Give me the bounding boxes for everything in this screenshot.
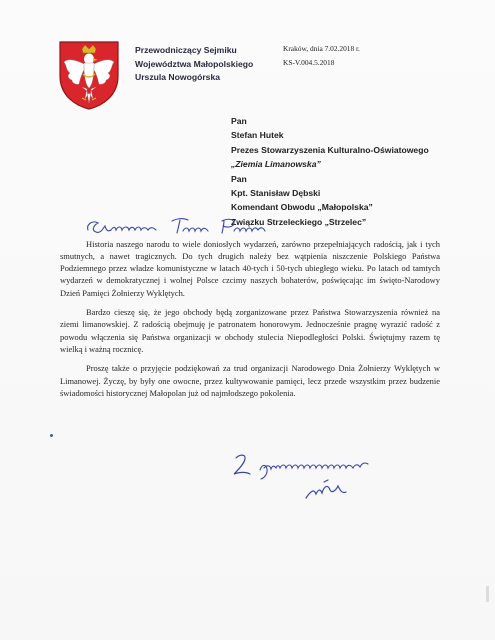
recipient-line: „Ziemia Limanowska” xyxy=(231,159,321,170)
recipient-line: Stefan Hutek xyxy=(231,130,284,141)
recipient-line: Komendant Obwodu „Małopolska” xyxy=(231,202,373,213)
recipient-block xyxy=(231,114,429,229)
recipient-line: Pan xyxy=(231,173,247,184)
sender-name: Urszula Nowogórska xyxy=(135,72,221,82)
handwritten-greeting xyxy=(84,214,304,238)
scan-edge-mark xyxy=(486,586,489,602)
sender-title: Przewodniczący Sejmiku xyxy=(135,45,237,55)
sender-block xyxy=(135,44,253,85)
handwritten-signature xyxy=(302,478,350,504)
letter-body xyxy=(60,238,440,406)
place-date-block xyxy=(283,42,360,69)
recipient-line: Kpt. Stanisław Dębski xyxy=(231,188,321,199)
recipient-line: Pan xyxy=(231,116,247,126)
reference-number: KS-V.004.5.2018 xyxy=(283,57,335,67)
recipient-line: Prezes Stowarzyszenia Kulturalno-Oświatowego xyxy=(231,144,429,155)
handwritten-closing xyxy=(230,448,390,482)
ink-dot xyxy=(50,434,53,437)
crest-eagle-icon xyxy=(58,40,120,110)
sender-institution: Województwa Małopolskiego xyxy=(135,58,254,69)
body-paragraph: Historia naszego narodu to wiele doniosłych wydarzeń, zarówno przepełniających radością, jak i tych smutnych, a nawet tragicznych. Do tych drugich należy bez wątpienia niszczenie Polskiego Państwa Podziemnego przez władze komunistyczne w latach 40-tych i 50-tych ubiegłego wieku. Po latach od tamtych wydarzeń w demokratycznej i wolnej Polsce czcimy naszych bohaterów, poświęcając im święto-Narodowy Dzień Pamięci Żołnierzy Wyklętych. xyxy=(60,239,440,298)
recipient-line: Związku Strzeleckiego „Strzelec” xyxy=(231,216,367,227)
body-paragraph: Bardzo cieszę się, że jego obchody będą zorganizowane przez Państwa Stowarzyszenia również na ziemi limanowskiej. Z radością obejmuję je patronatem honorowym. Jednocześnie pragnę wyrazić radość z powodu włączenia się Państwa organizacji w obchody stulecia Niepodległości Polski. Świętujmy razem tę wielką i ważną rocznicę. xyxy=(60,307,440,354)
body-paragraph: Proszę także o przyjęcie podziękowań za trud organizacji Narodowego Dnia Żołnierzy Wyklętych w Limanowej. Życzę, by były one owocne, przez kultywowanie pamięci, lecz przede wszystkim przez budzenie świadomości historycznej Małopolan już od najmłodszego pokolenia. xyxy=(60,363,440,398)
place-date: Kraków, dnia 7.02.2018 r. xyxy=(283,44,360,53)
